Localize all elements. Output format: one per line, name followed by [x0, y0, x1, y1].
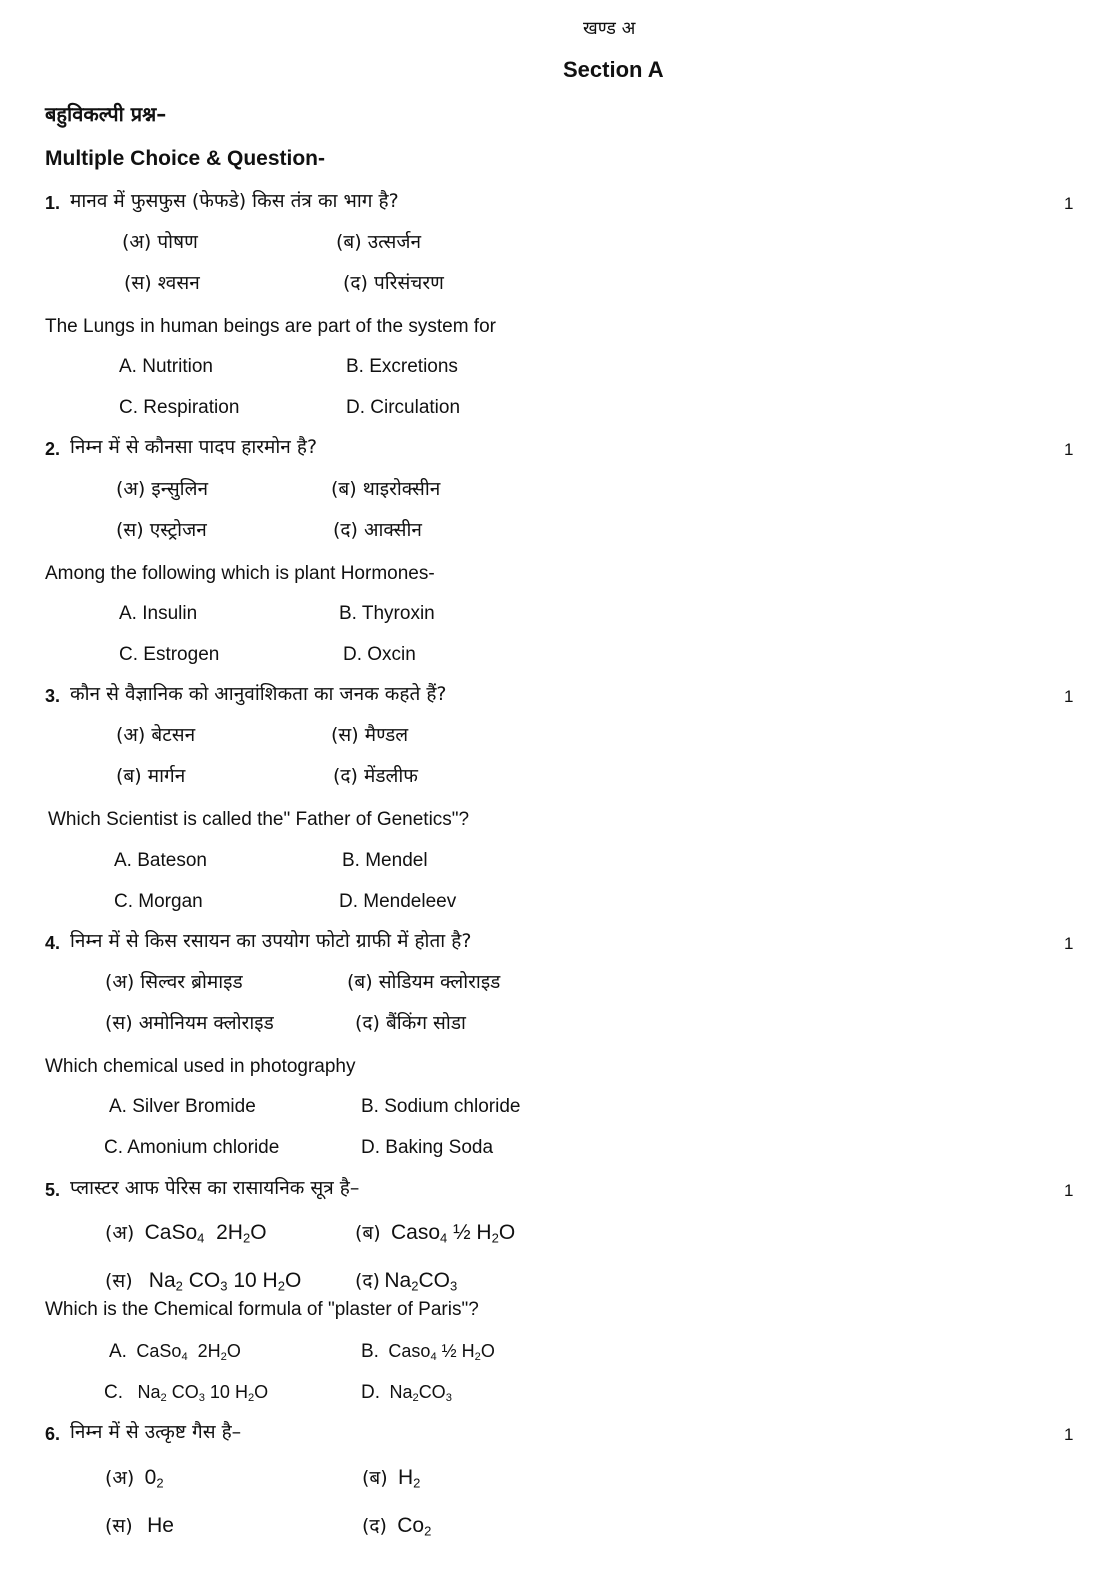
option-hindi-c: (स) एस्ट्रोजन — [116, 519, 207, 541]
question-number: 2. — [45, 439, 61, 459]
mcq-heading-hindi: बहुविकल्पी प्रश्न– — [45, 102, 167, 126]
option-hindi-d: (द) आक्सीन — [333, 519, 422, 541]
question-marks: 1 — [1064, 194, 1074, 213]
option-english-b: B. Thyroxin — [339, 603, 435, 624]
option-english-a: A. Bateson — [114, 850, 207, 871]
formula: $Co_2$ — [391, 1514, 432, 1539]
option-hindi-b — [355, 1221, 516, 1246]
question-marks: 1 — [1064, 1425, 1074, 1444]
option-english-b: B. Sodium chloride — [361, 1096, 521, 1117]
question-number: 4. — [45, 933, 61, 953]
option-english-a: A. Nutrition — [119, 356, 213, 377]
question-english: Which Scientist is called the" Father of Genetics"? — [48, 809, 470, 830]
option-hindi-b: (ब) उत्सर्जन — [336, 231, 422, 253]
formula: Caso$_4$ ½ $H_2O$ — [383, 1341, 495, 1364]
option-hindi-d — [355, 1269, 458, 1294]
formula: $Na_2$ $CO_3$ 10 $H_2O$ — [137, 1269, 302, 1294]
question-hindi: निम्न में से किस रसायन का उपयोग फोटो ग्राफी में होता है? — [70, 930, 472, 952]
option-english-d: D. Mendeleev — [339, 891, 457, 912]
option-hindi-b: (ब) थाइरोक्सीन — [331, 478, 441, 500]
question-marks: 1 — [1064, 1181, 1074, 1200]
formula: $H_2$ — [392, 1466, 421, 1491]
option-english-a: A. Silver Bromide — [109, 1096, 256, 1117]
option-prefix: (स) — [105, 1515, 133, 1537]
question-english: The Lungs in human beings are part of the system for — [45, 316, 496, 337]
khand-heading: खण्ड अ — [583, 18, 636, 39]
option-english-d — [361, 1382, 452, 1405]
option-hindi-b: (ब) सोडियम क्लोराइड — [347, 971, 501, 993]
question-hindi: निम्न में से कौनसा पादप हारमोन है? — [70, 436, 318, 458]
question-english: Among the following which is plant Hormones- — [45, 563, 435, 584]
option-prefix: (द) — [355, 1270, 380, 1292]
question-number: 3. — [45, 686, 61, 706]
option-hindi-a: (अ) बेटसन — [116, 724, 196, 746]
option-hindi-c: (स) अमोनियम क्लोराइड — [105, 1012, 274, 1034]
option-prefix: (ब) — [355, 1222, 381, 1244]
question-number: 6. — [45, 1424, 61, 1444]
option-english-c: C. Amonium chloride — [104, 1137, 280, 1158]
question-marks: 1 — [1064, 687, 1074, 706]
option-hindi-a — [105, 1466, 164, 1491]
question-number: 1. — [45, 193, 61, 213]
option-prefix: A. — [109, 1341, 127, 1362]
option-hindi-a: (अ) पोषण — [122, 231, 198, 253]
question-hindi: कौन से वैज्ञानिक को आनुवांशिकता का जनक कहते हैं? — [70, 683, 447, 705]
question-marks: 1 — [1064, 934, 1074, 953]
option-hindi-b: (ब) मार्गन — [116, 765, 186, 787]
formula: Caso$_4$ ½ $H_2O$ — [385, 1221, 516, 1246]
option-english-c: C. Morgan — [114, 891, 203, 912]
question-number: 5. — [45, 1180, 61, 1200]
formula: CaSo$_4$ $2H_2O$ — [138, 1221, 267, 1246]
mcq-heading-english: Multiple Choice & Question- — [45, 147, 326, 170]
option-prefix: (अ) — [105, 1467, 135, 1489]
option-hindi-d — [362, 1514, 432, 1539]
option-hindi-c: (स) मैण्डल — [331, 724, 409, 746]
formula: $Na_2CO_3$ — [384, 1382, 452, 1405]
question-english: Which is the Chemical formula of "plaster of Paris"? — [45, 1299, 479, 1320]
formula: $Na_2$ $CO_3$ 10 $H_2O$ — [127, 1382, 269, 1405]
option-prefix: (अ) — [105, 1222, 135, 1244]
option-prefix: (स) — [105, 1270, 133, 1292]
option-hindi-d: (द) परिसंचरण — [343, 272, 444, 294]
option-english-a — [109, 1341, 241, 1364]
option-english-c: C. Respiration — [119, 397, 240, 418]
option-english-b — [361, 1341, 495, 1364]
option-hindi-b — [362, 1466, 421, 1491]
formula: He — [147, 1514, 174, 1537]
option-hindi-d: (द) बैंकिंग सोडा — [355, 1012, 466, 1034]
option-english-d: D. Circulation — [346, 397, 461, 418]
option-prefix: (ब) — [362, 1467, 388, 1489]
formula: CaSo$_4$ $2H_2O$ — [131, 1341, 241, 1364]
option-english-b: B. Excretions — [346, 356, 458, 377]
question-marks: 1 — [1064, 440, 1074, 459]
option-english-c: C. Estrogen — [119, 644, 220, 665]
option-english-a: A. Insulin — [119, 603, 198, 624]
option-hindi-a: (अ) इन्सुलिन — [116, 478, 209, 500]
option-hindi-c — [105, 1269, 302, 1294]
option-english-d: D. Baking Soda — [361, 1137, 494, 1158]
option-hindi-c — [105, 1515, 174, 1536]
option-prefix: B. — [361, 1341, 379, 1362]
option-prefix: D. — [361, 1382, 380, 1403]
option-english-c — [104, 1382, 269, 1405]
option-hindi-a: (अ) सिल्वर ब्रोमाइड — [105, 971, 243, 993]
question-english: Which chemical used in photography — [45, 1056, 356, 1077]
question-hindi: प्लास्टर आफ पेरिस का रासायनिक सूत्र है– — [70, 1177, 360, 1199]
question-hindi: मानव में फुसफुस (फेफडे) किस तंत्र का भाग है? — [70, 190, 399, 212]
option-english-b: B. Mendel — [342, 850, 428, 871]
option-hindi-a — [105, 1221, 267, 1246]
option-english-d: D. Oxcin — [343, 644, 416, 665]
formula: $0_2$ — [138, 1466, 164, 1491]
option-hindi-d: (द) मेंडलीफ — [333, 765, 418, 787]
option-hindi-c: (स) श्वसन — [124, 272, 200, 294]
section-title: Section A — [563, 57, 664, 82]
formula: $Na_2CO_3$ — [384, 1269, 458, 1294]
option-prefix: (द) — [362, 1515, 387, 1537]
option-prefix: C. — [104, 1382, 123, 1403]
question-hindi: निम्न में से उत्कृष्ट गैस है– — [70, 1421, 242, 1443]
